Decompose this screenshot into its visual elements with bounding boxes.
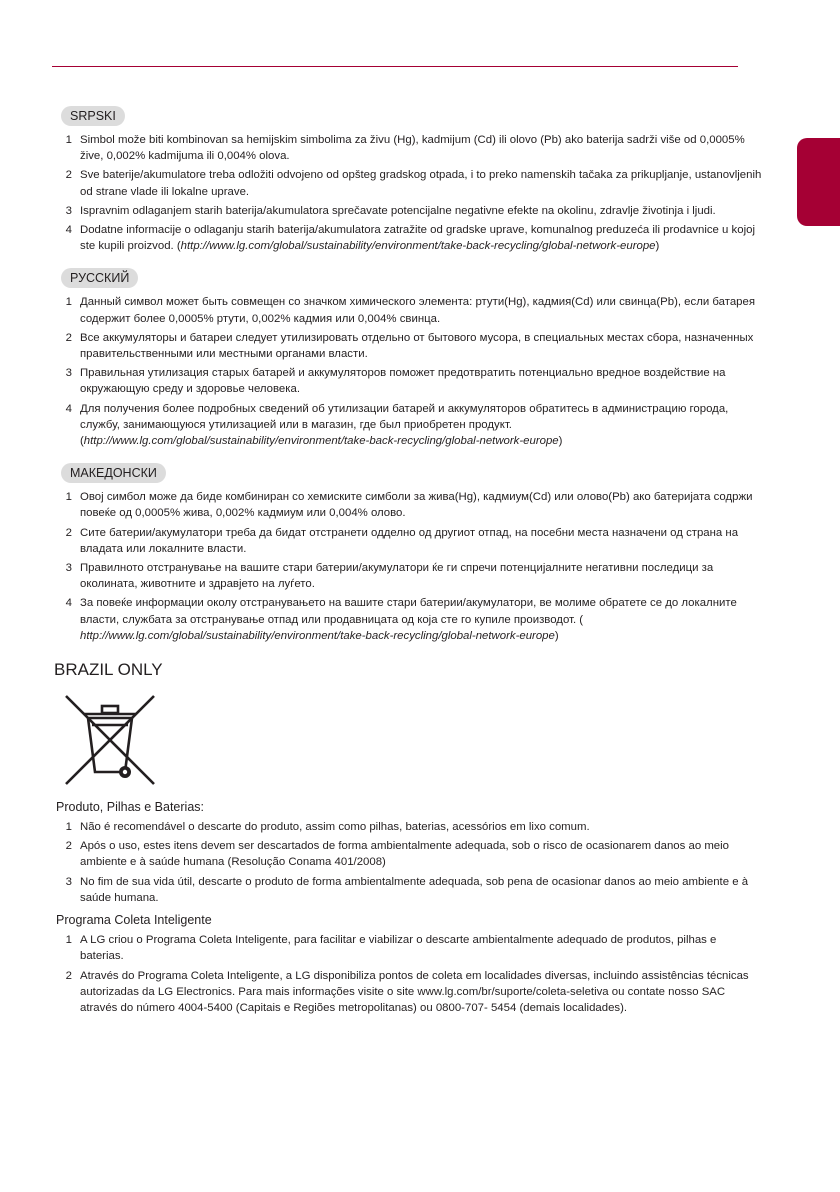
list-item: [52, 560, 762, 592]
list-item: [52, 330, 762, 362]
item-text: Simbol može biti kombinovan sa hemijskim simbolima za živu (Hg), kadmijum (Cd) ili olovo (Pb) ako baterija sadrži više od 0,0005% žive, 0,002% kadmijuma ili 0,004% olova.: [80, 134, 745, 163]
item-text: Все аккумуляторы и батареи следует утилизировать отдельно от бытового мусора, в специальных местах сбора, назначенных правительственными или местными органами власти.: [80, 331, 754, 361]
language-label: SRPSKI: [61, 106, 125, 126]
language-label: РУССКИЙ: [61, 268, 138, 288]
item-number: 2: [65, 169, 72, 182]
coleta-program-title: Programa Coleta Inteligente: [56, 913, 212, 928]
section-macedonian: [52, 463, 762, 644]
item-text-with-link: [80, 222, 762, 254]
item-number: 4: [65, 224, 72, 237]
item-number: 2: [65, 331, 72, 344]
item-text: Данный символ может быть совмещен со значком химического элемента: ртути(Hg), кадмия(Cd) или свинца(Pb), если батарея содержит более 0,0005% ртути, 0,002% кадмия или 0,004% свинца.: [80, 296, 755, 325]
item-text: Não é recomendável o descarte do produto, assim como pilhas, baterias, acessórios em lixo comum.: [80, 821, 590, 834]
item-number: 3: [65, 562, 72, 575]
products-batteries-title: Produto, Pilhas e Baterias:: [56, 800, 204, 815]
list-item: [52, 838, 762, 870]
recycling-link[interactable]: http://www.lg.com/global/sustainability/environment/take-back-recycling/global-network-europe: [180, 240, 656, 253]
item-text-end: ): [558, 435, 563, 448]
list-item: [52, 525, 762, 557]
item-text-with-link: [80, 401, 762, 450]
list-item: [52, 401, 762, 450]
item-number: 3: [65, 367, 72, 380]
item-text: Правилното отстранување на вашите стари батерии/акумулатори ќе ги спречи потенцијалните негативни последици за околината, животните и здравјето на луѓето.: [80, 562, 714, 591]
item-text: За повеќе информации околу отстранувањето на вашите стари батерии/акумулатори, ве молиме обратете се до локалните власти, службата за отстранување отпад или продавницата од која сте го купиле производот. (: [80, 597, 737, 626]
item-number: 1: [65, 934, 72, 947]
language-side-tab: [797, 138, 840, 226]
list-item: [52, 132, 762, 164]
item-text: Após o uso, estes itens devem ser descartados de forma ambientalmente adequada, sob o risco de ocasionarem danos ao meio ambiente e à saúde humana (Resolução Conama 401/2008): [80, 840, 730, 869]
item-text: Правильная утилизация старых батарей и аккумуляторов поможет предотвратить потенциально вредное воздействие на окружающую среду и здоровье человека.: [80, 367, 726, 396]
item-number: 1: [65, 491, 72, 504]
item-number: 3: [65, 204, 72, 217]
item-number: 3: [65, 875, 72, 888]
item-number: 1: [65, 296, 72, 309]
item-text: Através do Programa Coleta Inteligente, a LG disponibiliza pontos de coleta em localidades diversas, incluindo assistências técnicas autorizadas da LG Electronics. Para mais informações visite o site www.lg.com/br/suporte/coleta-seletiva ou contate nosso SAC através do número 4004-5400 (Capitais e Regiões metropolitanas) ou 0800-707- 5454 (demais localidades).: [80, 969, 749, 1014]
section-srpski: [52, 106, 762, 254]
item-text: A LG criou o Programa Coleta Inteligente, para facilitar e viabilizar o descarte ambientalmente adequado de produtos, pilhas e baterias.: [80, 934, 717, 963]
list-item: [52, 874, 762, 906]
item-text: Для получения более подробных сведений об утилизации батарей и аккумуляторов обратитесь в администрацию города, службу, занимающуюся утилизацией или в магазин, где был приобретен продукт. (: [80, 402, 729, 448]
item-number: 1: [65, 821, 72, 834]
header-rule: [52, 66, 738, 67]
item-number: 2: [65, 969, 72, 982]
item-text: Dodatne informacije o odlaganju starih baterija/akumulatora zatražite od gradske uprave, komunalnog preduzeća ili prodavnice u kojoj ste kupili proizvod. (: [80, 224, 755, 253]
crossed-out-wheeled-bin-icon: [62, 692, 158, 788]
item-text-end: ): [655, 240, 660, 253]
list-item: [52, 819, 762, 835]
item-text-end: ): [554, 629, 559, 642]
list-item: [52, 365, 762, 397]
document-body: [52, 106, 762, 1019]
item-text-with-link: [80, 595, 762, 644]
list-item: [52, 932, 762, 964]
recycling-link[interactable]: http://www.lg.com/global/sustainability/environment/take-back-recycling/global-network-europe: [80, 629, 555, 642]
recycling-link[interactable]: http://www.lg.com/global/sustainability/environment/take-back-recycling/global-network-europe: [83, 435, 559, 448]
item-text: Sve baterije/akumulatore treba odložiti odvojeno od opšteg gradskog otpada, i to preko namenskih tačaka za prikupljanje, ustanovljenih od strane vlade ili lokalne uprave.: [80, 169, 762, 198]
list-item: [52, 489, 762, 521]
list-item: [52, 294, 762, 326]
list-item: [52, 167, 762, 199]
item-text: Ispravnim odlaganjem starih baterija/akumulatora sprečavate potencijalne negativne efekte na okolinu, zdravlje životinja i ljudi.: [80, 204, 716, 217]
item-number: 2: [65, 526, 72, 539]
item-text: Овој симбол може да биде комбиниран со хемиските симболи за жива(Hg), кадмиум(Cd) или олово(Pb) ако батеријата содржи повеќе од 0,0005% жива, 0,002% кадмиум или 0,004% олово.: [80, 491, 753, 520]
item-number: 4: [65, 597, 72, 610]
item-text: No fim de sua vida útil, descarte o produto de forma ambientalmente adequada, sob pena de ocasionar danos ao meio ambiente e à saúde humana.: [80, 875, 749, 904]
language-label: МАКЕДОНСКИ: [61, 463, 166, 483]
item-number: 4: [65, 402, 72, 415]
list-item: [52, 968, 762, 1017]
item-text: Сите батерии/акумулатори треба да бидат отстранети одделно од другиот отпад, на посебни места назначени од страна на владата или локалните власти.: [80, 526, 739, 555]
item-number: 2: [65, 840, 72, 853]
list-item: [52, 595, 762, 644]
section-russian: [52, 268, 762, 449]
item-number: 1: [65, 134, 72, 146]
brazil-heading: BRAZIL ONLY: [54, 660, 163, 680]
list-item: [52, 222, 762, 254]
list-item: [52, 203, 762, 219]
